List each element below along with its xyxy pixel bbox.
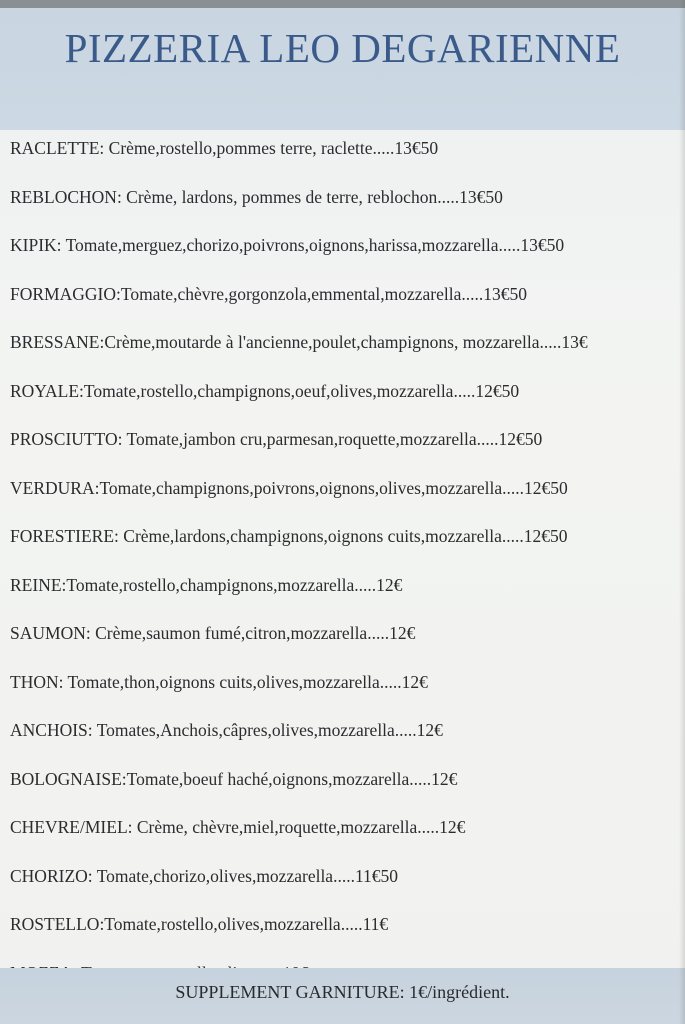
menu-item-rostello: ROSTELLO:Tomate,rostello,olives,mozzarella.....11€	[10, 914, 389, 934]
menu-item-reblochon: REBLOCHON: Crème, lardons, pommes de terre, reblochon.....13€50	[10, 186, 503, 207]
menu-item-anchois: ANCHOIS: Tomates,Anchois,câpres,olives,mozzarella.....12€	[10, 720, 443, 740]
menu-item-raclette: RACLETTE: Crème,rostello,pommes terre, raclette.....13€50	[10, 138, 439, 158]
menu-item-formaggio: FORMAGGIO:Tomate,chèvre,gorgonzola,emmental,mozzarella.....13€50	[10, 283, 527, 304]
menu-item-bressane: BRESSANE:Crème,moutarde à l'ancienne,poulet,champignons, mozzarella.....13€	[10, 332, 588, 352]
menu-item-thon: THON: Tomate,thon,oignons cuits,olives,mozzarella.....12€	[10, 671, 428, 692]
menu-item-verdura: VERDURA:Tomate,champignons,poivrons,oignons,olives,mozzarella.....12€50	[10, 477, 568, 498]
supplement-note: SUPPLEMENT GARNITURE: 1€/ingrédient.	[175, 982, 510, 1002]
menu-item-prosciutto: PROSCIUTTO: Tomate,jambon cru,parmesan,roquette,mozzarella.....12€50	[10, 429, 543, 449]
menu-item-royale: ROYALE:Tomate,rostello,champignons,oeuf,olives,mozzarella.....12€50	[10, 380, 520, 401]
menu-item-kipik: KIPIK: Tomate,merguez,chorizo,poivrons,oignons,harissa,mozzarella.....13€50	[10, 235, 565, 255]
page-edge-shadow	[679, 0, 685, 1024]
menu-item-saumon: SAUMON: Crème,saumon fumé,citron,mozzarella.....12€	[10, 623, 416, 643]
top-border	[0, 0, 685, 8]
menu-list	[10, 130, 680, 1003]
menu-item-reine: REINE:Tomate,rostello,champignons,mozzarella.....12€	[10, 574, 403, 595]
menu-item-bolognaise: BOLOGNAISE:Tomate,boeuf haché,oignons,mozzarella.....12€	[10, 768, 458, 789]
menu-item-chorizo: CHORIZO: Tomate,chorizo,olives,mozzarella.....11€50	[10, 865, 399, 886]
menu-item-forestiere: FORESTIERE: Crème,lardons,champignons,oignons cuits,mozzarella.....12€50	[10, 526, 568, 546]
menu-item-chevre-miel: CHEVRE/MIEL: Crème, chèvre,miel,roquette,mozzarella.....12€	[10, 817, 466, 837]
page-title: PIZZERIA LEO DEGARIENNE	[64, 25, 621, 71]
